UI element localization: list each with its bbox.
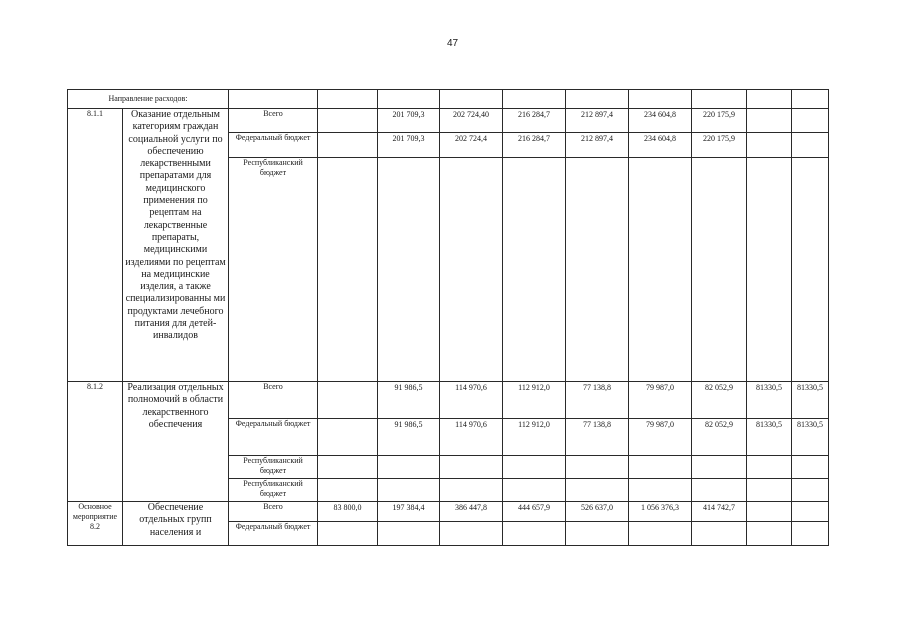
- value-cell: [747, 109, 792, 133]
- funding-source: Республиканский бюджет: [229, 456, 318, 479]
- value-cell: [792, 479, 829, 502]
- table-cell: [318, 90, 378, 109]
- value-cell: 201 709,3: [378, 109, 440, 133]
- value-cell: 81330,5: [792, 419, 829, 456]
- value-cell: [318, 133, 378, 158]
- value-cell: [792, 109, 829, 133]
- value-cell: [566, 522, 629, 546]
- value-cell: [792, 522, 829, 546]
- value-cell: 444 657,9: [503, 502, 566, 522]
- value-cell: [629, 522, 692, 546]
- item-code: 8.1.1: [68, 109, 123, 382]
- value-cell: 220 175,9: [692, 133, 747, 158]
- value-cell: 386 447,8: [440, 502, 503, 522]
- budget-table: [67, 89, 829, 546]
- value-cell: [503, 479, 566, 502]
- table-cell: [229, 90, 318, 109]
- value-cell: [747, 522, 792, 546]
- value-cell: 81330,5: [792, 382, 829, 419]
- value-cell: 197 384,4: [378, 502, 440, 522]
- page-number: 47: [446, 38, 459, 49]
- table-cell: [378, 90, 440, 109]
- value-cell: 91 986,5: [378, 419, 440, 456]
- value-cell: [629, 456, 692, 479]
- value-cell: [318, 522, 378, 546]
- value-cell: 526 637,0: [566, 502, 629, 522]
- funding-source: Всего: [229, 502, 318, 522]
- value-cell: 201 709,3: [378, 133, 440, 158]
- value-cell: 202 724,4: [440, 133, 503, 158]
- value-cell: 202 724,40: [440, 109, 503, 133]
- expense-direction-label: Направление расходов:: [68, 90, 229, 109]
- value-cell: [566, 479, 629, 502]
- table-row: [68, 109, 829, 133]
- value-cell: 112 912,0: [503, 419, 566, 456]
- value-cell: [503, 456, 566, 479]
- value-cell: [503, 522, 566, 546]
- value-cell: [440, 158, 503, 382]
- value-cell: 77 138,8: [566, 382, 629, 419]
- value-cell: 79 987,0: [629, 419, 692, 456]
- item-name: Обеспечение отдельных групп населения и: [123, 502, 229, 546]
- value-cell: 82 052,9: [692, 382, 747, 419]
- value-cell: 81330,5: [747, 382, 792, 419]
- value-cell: [378, 479, 440, 502]
- value-cell: [318, 419, 378, 456]
- value-cell: [692, 522, 747, 546]
- value-cell: 216 284,7: [503, 133, 566, 158]
- value-cell: [692, 479, 747, 502]
- table-cell: [440, 90, 503, 109]
- item-name: Оказание отдельным категориям граждан социальной услуги по обеспечению лекарственными препаратами для медицинского применения по рецептам на лекарственные препараты, медицинскими изделиями по рецептам на медицинские изделия, а также специализированны ми продуктами лечебного питания для детей-инвалидов: [123, 109, 229, 382]
- table-row: [68, 502, 829, 522]
- value-cell: [378, 456, 440, 479]
- table-cell: [566, 90, 629, 109]
- item-code: 8.1.2: [68, 382, 123, 502]
- funding-source: Республиканский бюджет: [229, 479, 318, 502]
- value-cell: [318, 382, 378, 419]
- table-row: [68, 382, 829, 419]
- value-cell: 216 284,7: [503, 109, 566, 133]
- value-cell: 112 912,0: [503, 382, 566, 419]
- value-cell: 414 742,7: [692, 502, 747, 522]
- value-cell: 82 052,9: [692, 419, 747, 456]
- funding-source: Федеральный бюджет: [229, 133, 318, 158]
- value-cell: [566, 158, 629, 382]
- value-cell: [747, 479, 792, 502]
- funding-source: Федеральный бюджет: [229, 522, 318, 546]
- value-cell: 83 800,0: [318, 502, 378, 522]
- value-cell: [792, 158, 829, 382]
- funding-source: Всего: [229, 382, 318, 419]
- value-cell: [747, 456, 792, 479]
- value-cell: 91 986,5: [378, 382, 440, 419]
- table-cell: [747, 90, 792, 109]
- value-cell: [792, 133, 829, 158]
- value-cell: 1 056 376,3: [629, 502, 692, 522]
- value-cell: 220 175,9: [692, 109, 747, 133]
- value-cell: 79 987,0: [629, 382, 692, 419]
- value-cell: 81330,5: [747, 419, 792, 456]
- value-cell: [378, 522, 440, 546]
- value-cell: [747, 502, 792, 522]
- funding-source: Всего: [229, 109, 318, 133]
- value-cell: [629, 158, 692, 382]
- value-cell: [692, 456, 747, 479]
- value-cell: 234 604,8: [629, 133, 692, 158]
- value-cell: [318, 158, 378, 382]
- value-cell: [440, 522, 503, 546]
- value-cell: [318, 479, 378, 502]
- value-cell: [792, 456, 829, 479]
- item-name: Реализация отдельных полномочий в области лекарственного обеспечения: [123, 382, 229, 502]
- value-cell: [692, 158, 747, 382]
- funding-source: Республиканский бюджет: [229, 158, 318, 382]
- table-row-header: [68, 90, 829, 109]
- value-cell: [440, 456, 503, 479]
- value-cell: 234 604,8: [629, 109, 692, 133]
- table-cell: [792, 90, 829, 109]
- item-code: Основное мероприятие 8.2: [68, 502, 123, 546]
- value-cell: 77 138,8: [566, 419, 629, 456]
- table-cell: [692, 90, 747, 109]
- value-cell: [440, 479, 503, 502]
- value-cell: [503, 158, 566, 382]
- value-cell: [629, 479, 692, 502]
- value-cell: [792, 502, 829, 522]
- value-cell: [566, 456, 629, 479]
- value-cell: 114 970,6: [440, 382, 503, 419]
- funding-source: Федеральный бюджет: [229, 419, 318, 456]
- table-cell: [629, 90, 692, 109]
- value-cell: [318, 109, 378, 133]
- value-cell: 212 897,4: [566, 109, 629, 133]
- value-cell: [378, 158, 440, 382]
- value-cell: 114 970,6: [440, 419, 503, 456]
- table-cell: [503, 90, 566, 109]
- value-cell: 212 897,4: [566, 133, 629, 158]
- value-cell: [318, 456, 378, 479]
- value-cell: [747, 158, 792, 382]
- value-cell: [747, 133, 792, 158]
